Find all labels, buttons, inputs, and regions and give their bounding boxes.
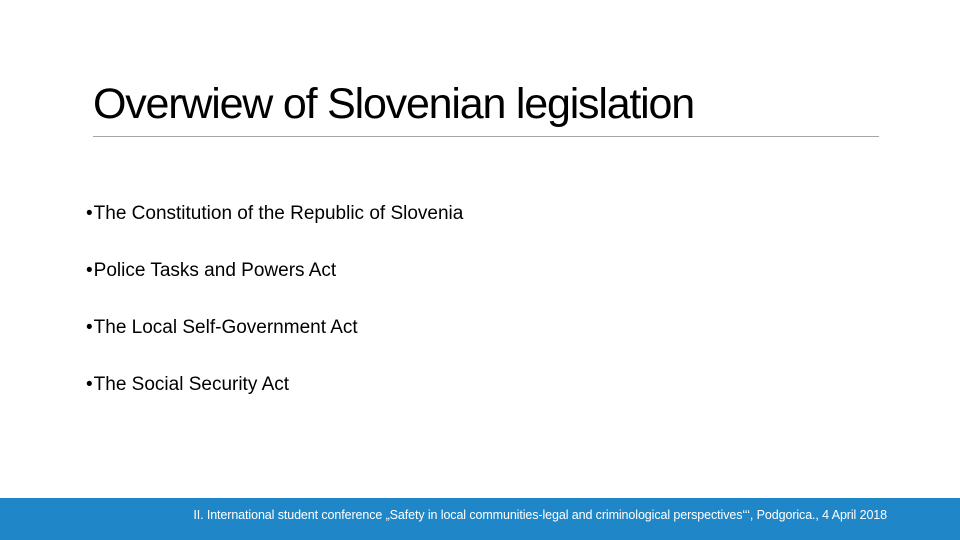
bullet-item [86, 314, 463, 342]
bullet-item [86, 371, 463, 399]
bullet-text: Police Tasks and Powers Act [93, 260, 337, 281]
bullet-item [86, 257, 463, 285]
bullet-text: The Local Self-Government Act [93, 317, 358, 338]
title-underline [93, 136, 879, 137]
bullet-list [86, 200, 463, 428]
footer-band [0, 498, 960, 540]
bullet-icon: • [86, 317, 93, 338]
bullet-item [86, 200, 463, 228]
bullet-icon: • [86, 374, 93, 395]
footer-text: II. International student conference „Safety in local communities-legal and criminological perspectives‘‘‘, Podgorica., 4 April 2018 [193, 508, 887, 522]
bullet-text: The Constitution of the Republic of Slovenia [93, 203, 464, 224]
slide-title: Overwiew of Slovenian legislation [93, 80, 694, 128]
bullet-icon: • [86, 260, 93, 281]
bullet-icon: • [86, 203, 93, 224]
bullet-text: The Social Security Act [93, 374, 290, 395]
